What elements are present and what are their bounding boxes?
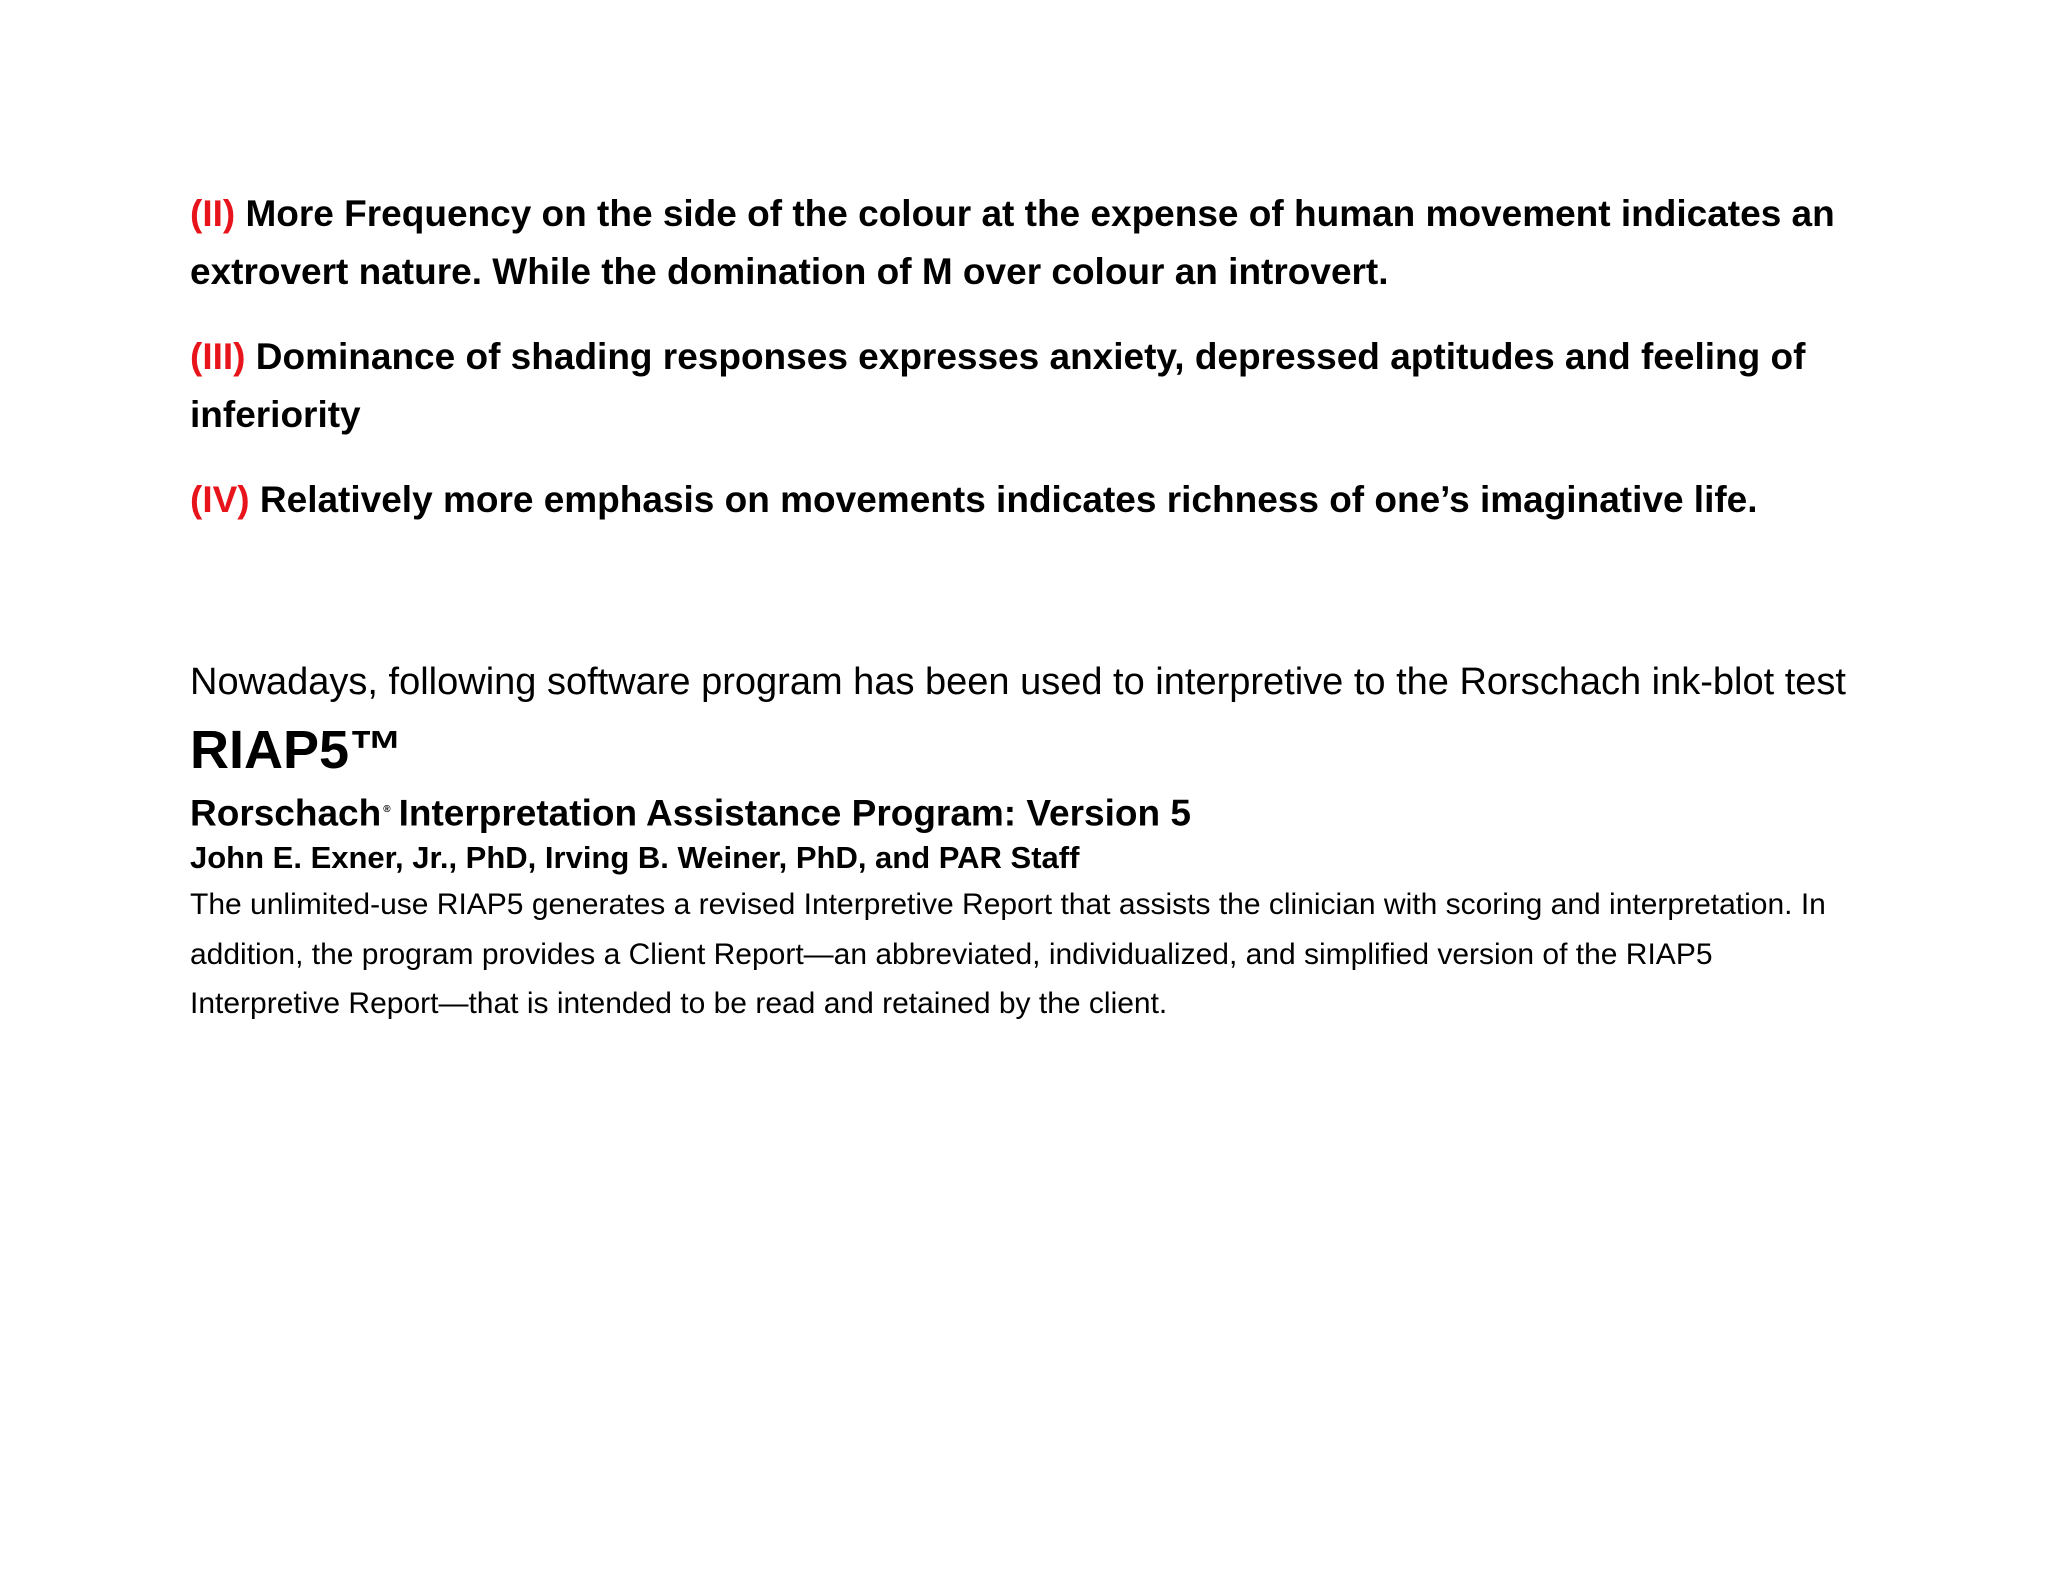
product-description: The unlimited-use RIAP5 generates a revised Interpretive Report that assists the clinician with scoring and interpretation. In addition, the program provides a Client Report—an abbreviated, individualized, and simplified version of the RIAP5 Interpretive Report—that is intended to be read and retained by the client. (190, 888, 1826, 1020)
subtitle-rorschach: Rorschach (190, 792, 382, 834)
point-text: Relatively more emphasis on movements indicates richness of one’s imaginative life. (259, 479, 1758, 520)
point-text: More Frequency on the side of the colour at the expense of human movement indicates an extrovert nature. While the domination of M over colour an introvert. (190, 193, 1835, 292)
subtitle-rest: Interpretation Assistance Program: Version 5 (398, 792, 1191, 834)
point-ii (190, 185, 1890, 301)
point-iii (190, 328, 1890, 444)
point-marker: (IV) (190, 479, 250, 520)
document-page (190, 0, 1910, 1582)
product-subtitle (190, 786, 1191, 837)
product-name: RIAP5™ (190, 720, 404, 780)
point-text: Dominance of shading responses expresses anxiety, depressed aptitudes and feeling of inferiority (190, 336, 1806, 435)
intro-paragraph: Nowadays, following software program has been used to interpretive to the Rorschach ink-blot test (190, 661, 1846, 703)
product-authors: John E. Exner, Jr., PhD, Irving B. Weiner, PhD, and PAR Staff (190, 840, 1080, 875)
registered-mark: ® (383, 804, 391, 815)
point-marker: (III) (190, 336, 246, 377)
point-marker: (II) (190, 193, 236, 234)
point-iv (190, 471, 1890, 529)
